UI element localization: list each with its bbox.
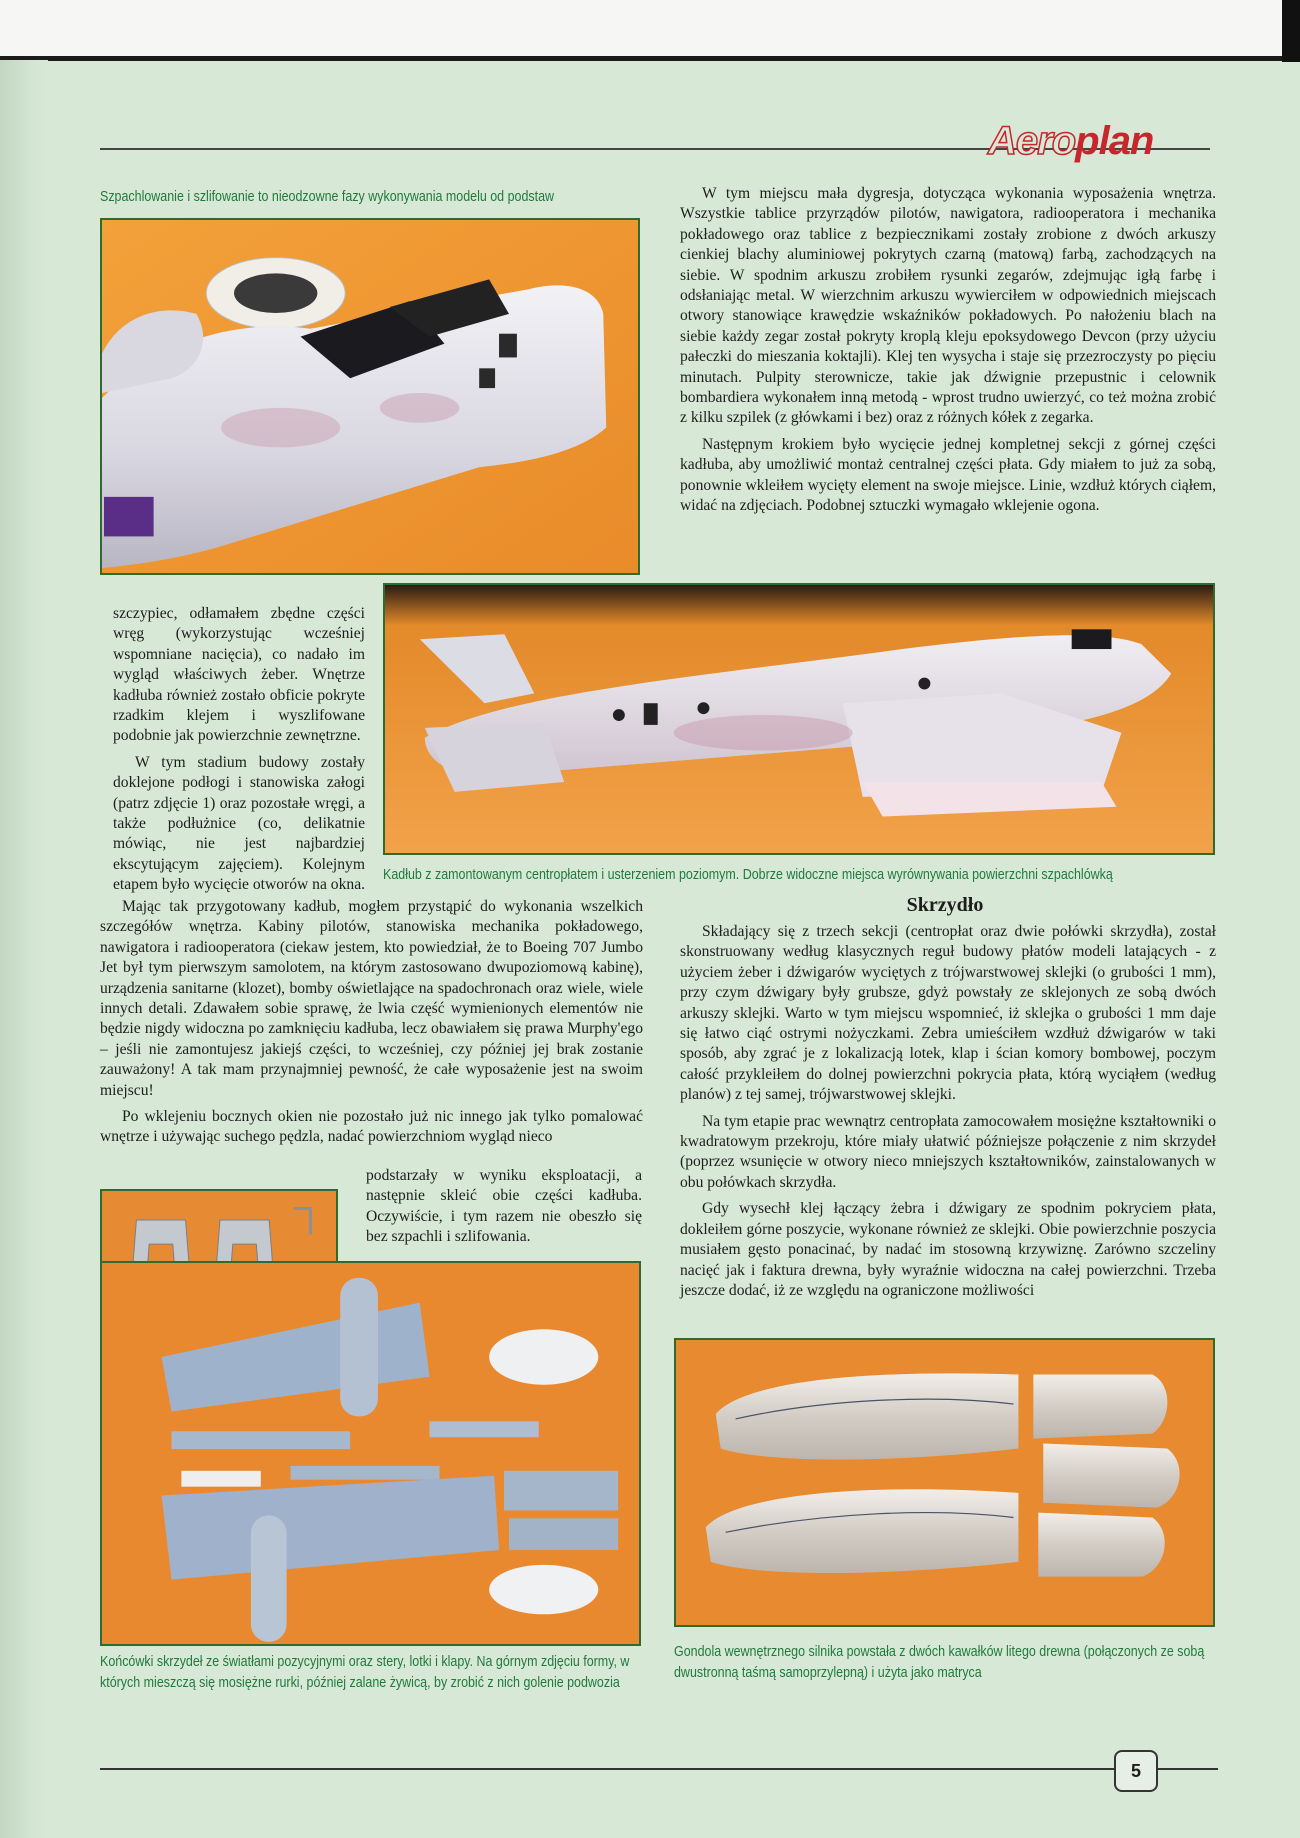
top-edge-rule (0, 56, 1282, 61)
photo-fuselage-sanding (100, 218, 640, 575)
section-heading: Skrzydło (906, 894, 984, 916)
magazine-logo (988, 118, 1158, 164)
photo-wing-parts (100, 1261, 641, 1646)
photo4-caption: Gondola wewnętrznego silnika powstała z dwóch kawałków litego drewna (połączonych ze sobą dwustronną taśmą samoprzylepną) i użyta jako matryca (674, 1644, 1205, 1681)
page-spine-shadow (0, 60, 48, 1838)
article-right-main (680, 922, 1216, 1301)
paragraph: Składający się z trzech sekcji (centropłat oraz dwie połówki skrzydła), został skonstruowany według klasycznych reguł budowy płatów modeli latających - z użyciem żeber i dźwigarów wyciętych z trójwarstwowej sklejki (o grubości 1 mm), przy czym dźwigary były grubsze, gdyż powstały ze sklejonych ze sobą dwóch arkuszy sklejki. Warto w tym miejscu wspomnieć, iż sklejka o grubości 1 mm daje się łatwo ciąć ostrymi nożyczkami. Zebra umieściłem wzdłuż dźwigarów w taki sposób, aby zgrać je z lokalizacją lotek, klap i ścian komory bombowej, poczym całość przykleiłem do dolnej powierzchni pokrycia płata, którą wyciąłem (według planów) z tej samej, trójwarstwowej sklejki. (680, 923, 1216, 1104)
photo2-caption: Kadłub z zamontowanym centropłatem i usterzeniem poziomym. Dobrze widoczne miejsca wyrównywania powierzchni szpachlówką (383, 867, 1113, 883)
paragraph: Następnym krokiem było wycięcie jednej kompletnej sekcji z górnej części kadłuba, aby umożliwić montaż centralnej części płata. Gdy miałem to już za sobą, ponownie wkleiłem wycięty element na swoje miejsce. Linie, wzdłuż których ciąłem, widać na zdjęciach. Podobnej sztuczki wymagało wklejenie ogona. (680, 435, 1216, 515)
page-number: 5 (1114, 1750, 1158, 1792)
paragraph: Po wklejeniu bocznych okien nie pozostało już nic innego jak tylko pomalować wnętrze i używając suchego pędzla, nadać powierzchniom wygląd nieco (100, 1108, 643, 1146)
logo-part-aero: Aero (988, 119, 1076, 163)
article-left-main (100, 897, 643, 1148)
photo-fuselage-centre-wing (383, 583, 1215, 855)
logo-part-plan: plan (1075, 119, 1154, 163)
paragraph: Mając tak przygotowany kadłub, mogłem przystąpić do wykonania wszelkich szczegółów wnętrza. Kabiny pilotów, stanowiska mechanika pokładowego, nawigatora i radiooperatora (ciekaw jestem, kto powiedział, że to Boeing 707 Jumbo Jet był tym pierwszym samolotem, na którym zastosowano dwupoziomową kabinę), urządzenia sanitarne (klozet), bomby oświetlające na spadochronach oraz wiele, wiele innych detali. Zdawałem sobie sprawę, że lwia część wymienionych elementów nie będzie nigdy widoczna po zamknięciu kadłuba, lecz obawiałem się prawa Murphy'ego – jeśli nie zamontujesz jakiejś części, to wcześniej, czy później jej brak zostanie zauważony! A tak mam przynajmniej pewność, że całe wyposażenie jest na swoim miejscu! (100, 898, 643, 1099)
article-left-small: podstarzały w wyniku eksploatacji, a następnie skleić obie części kadłuba. Oczywiście, i tym razem nie obeszło się bez szpachli i szlifowania. (366, 1167, 642, 1246)
article-right-top (680, 184, 1216, 517)
photo-engine-nacelle-pattern (674, 1338, 1215, 1627)
paragraph: szczypiec, odłamałem zbędne części wręg (wykorzystując wcześniej wspomniane nacięcia), co nadało im wygląd właściwych żeber. Wnętrze kadłuba również zostało obficie pokryte rzadkim klejem i wyszlifowane podobnie jak powierzchnie zewnętrzne. (113, 605, 365, 745)
footer-rule (100, 1768, 1218, 1770)
paragraph: W tym stadium budowy zostały doklejone podłogi i stanowiska załogi (patrz zdjęcie 1) oraz pozostałe wręgi, a także podłużnice (co, delikatnie mówiąc, nie jest najbardziej ekscytującym zajęciem). Kolejnym etapem było wycięcie otworów na okna. (113, 753, 366, 894)
paragraph: Gdy wysechł klej łączący żebra i dźwigary ze spodnim pokryciem płata, dokleiłem górne poszycie, wykonane również ze sklejki. Obie powierzchnie poszycia musiałem gęsto ponacinać, by nadać im stosowną krzywiznę. Zarówno szczeliny nacięć jak i faktura drewna, były wyraźnie widoczna na całej powierzchni. Trzeba jeszcze dodać, iż ze względu na ograniczone możliwości (680, 1200, 1216, 1299)
paragraph: Na tym etapie prac wewnątrz centropłata zamocowałem mosiężne kształtowniki o kwadratowym przekroju, które miały ułatwić późniejsze połączenie z nim skrzydeł (poprzez wsunięcie w otwory nieco mniejszych kształtowników, zainstalowanych w obu połówkach skrzydła. (680, 1112, 1216, 1191)
scan-edge-dark (1282, 0, 1300, 62)
article-left-mid (113, 604, 365, 896)
top-scan-band (0, 0, 1300, 60)
photo3-caption: Końcówki skrzydeł ze światłami pozycyjnymi oraz stery, lotki i klapy. Na górnym zdjęciu formy, w których mieszczą się mosiężne rurki, później zalane żywicą, by zrobić z nich golenie podwozia (100, 1654, 630, 1691)
paragraph: W tym miejscu mała dygresja, dotycząca wykonania wyposażenia wnętrza. Wszystkie tablice przyrządów pilotów, nawigatora, radiooperatora i mechanika pokładowego oraz tablice z bezpiecznikami zostały zrobione z dwóch arkuszy cienkiej blachy aluminiowej pokrytych czarną (matową) farbą, zachodzących na siebie. W spodnim arkuszu zrobiłem rysunki zegarów, zdejmując igłą farbę i odsłaniając metal. W wierzchnim arkuszu wywierciłem w odpowiednich miejscach otwory stanowiące krawędzie wskaźników pokładowych. Po nałożeniu blach na siebie każdy zegar został pokryty kroplą kleju epoksydowego Devcon (przy użyciu pałeczki do mieszania koktajli). Klej ten wysycha i staje się przezroczysty po pięciu minutach. Pulpity sterownicze, takie jak dźwignie przepustnic i celownik bombardiera wykonałem inną metodą - wprost trudno uwierzyć, co też można zrobić z kilku szpilek (z główkami i bez) oraz z różnych kółek z zegarka. (680, 185, 1216, 427)
photo1-caption: Szpachlowanie i szlifowanie to nieodzowne fazy wykonywania modelu od podstaw (100, 189, 555, 205)
